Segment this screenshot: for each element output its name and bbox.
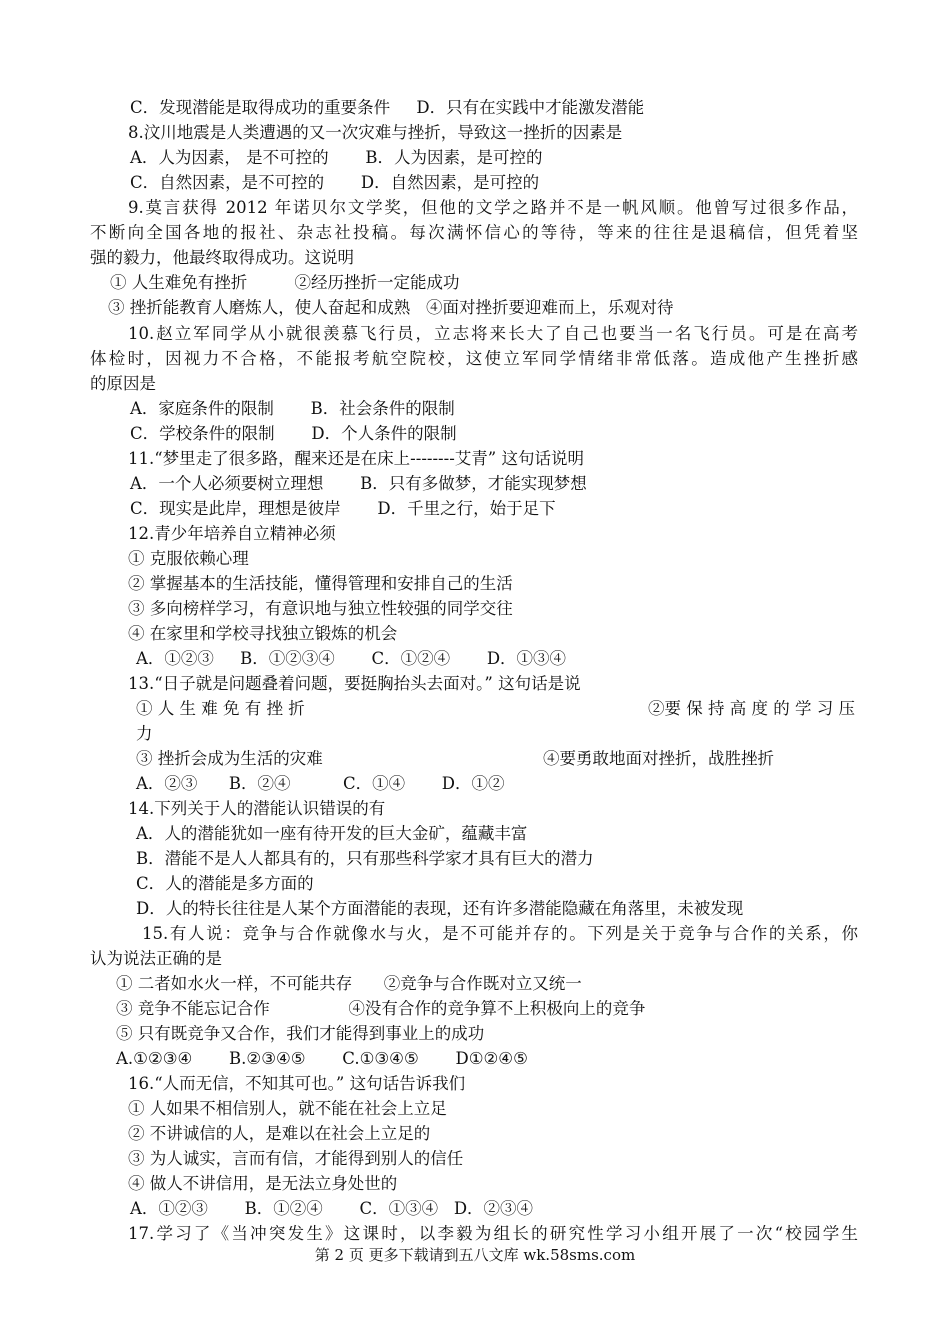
text-line: ②要 保 持 高 度 的 学 习 压 xyxy=(648,699,855,718)
page-footer: 第 2 页 更多下载请到五八文库 wk.58sms.com xyxy=(314,1246,636,1264)
text-line: 强的毅力，他最终取得成功。这说明 xyxy=(90,248,354,267)
question-17: 17.学习了《当冲突发生》这课时，以李毅为组长的研究性学习小组开展了一次“校园学生 xyxy=(128,1224,858,1243)
text-line: ② 不讲诚信的人，是难以在社会上立足的 xyxy=(128,1124,431,1143)
text-line: ① 二者如水火一样，不可能共存 ②竞争与合作既对立又统一 xyxy=(116,974,582,993)
text-line: A．一个人必须要树立理想 B．只有多做梦，才能实现梦想 xyxy=(130,474,587,493)
text-line: ④ 做人不讲信用，是无法立身处世的 xyxy=(128,1174,398,1193)
text-line: B．潜能不是人人都具有的，只有那些科学家才具有巨大的潜力 xyxy=(136,849,594,868)
text-line: ④要勇敢地面对挫折，战胜挫折 xyxy=(543,749,774,768)
question-12: 12.青少年培养自立精神必须 xyxy=(128,524,336,543)
question-9: 9.莫言获得 2012 年诺贝尔文学奖，但他的文学之路并不是一帆风顺。他曾写过很多作品， xyxy=(128,198,858,217)
question-16: 16.“人而无信，不知其可也。” 这句话告诉我们 xyxy=(128,1074,466,1093)
question-13: 13.“日子就是问题叠着问题，要挺胸抬头去面对。” 这句话是说 xyxy=(128,674,581,693)
question-10: 10.赵立军同学从小就很羡慕飞行员，立志将来长大了自己也要当一名飞行员。可是在高考 xyxy=(128,324,858,343)
question-15: 15.有人说：竞争与合作就像水与火，是不可能并存的。下列是关于竞争与合作的关系，你 xyxy=(142,924,858,943)
text-line: ② 掌握基本的生活技能，懂得管理和安排自己的生活 xyxy=(128,574,513,593)
text-line: C．现实是此岸，理想是彼岸 D．千里之行，始于足下 xyxy=(130,499,556,518)
text-line: ① 克服依赖心理 xyxy=(128,549,249,568)
text-line: A．②③ B．②④ C．①④ D．①② xyxy=(136,774,505,793)
text-line: C．人的潜能是多方面的 xyxy=(136,874,314,893)
text-line: ④ 在家里和学校寻找独立锻炼的机会 xyxy=(128,624,398,643)
text-line: 不断向全国各地的报社、杂志社投稿。每次满怀信心的等待，等来的往往是退稿信，但凭着坚 xyxy=(90,223,858,242)
text-line: ⑤ 只有既竞争又合作，我们才能得到事业上的成功 xyxy=(116,1024,485,1043)
text-line: ① 人生难免有挫折 ②经历挫折一定能成功 xyxy=(110,273,460,292)
text-line: 认为说法正确的是 xyxy=(90,949,222,968)
text-line: ③ 挫折会成为生活的灾难 xyxy=(136,749,323,768)
text-line: ③ 竞争不能忘记合作 ④没有合作的竞争算不上积极向上的竞争 xyxy=(116,999,646,1018)
text-line: A．①②③ B．①②③④ C．①②④ D．①③④ xyxy=(136,649,567,668)
question-11: 11.“梦里走了很多路，醒来还是在床上--------艾青” 这句话说明 xyxy=(128,449,584,468)
text-line: ③ 多向榜样学习，有意识地与独立性较强的同学交往 xyxy=(128,599,513,618)
text-line: ① 人如果不相信别人，就不能在社会上立足 xyxy=(128,1099,447,1118)
text-line: C．发现潜能是取得成功的重要条件 D．只有在实践中才能激发潜能 xyxy=(130,98,645,117)
text-line: A．家庭条件的限制 B．社会条件的限制 xyxy=(130,399,455,418)
text-line: ① 人 生 难 免 有 挫 折 xyxy=(136,699,305,718)
text-line: D．人的特长往往是人某个方面潜能的表现，还有许多潜能隐藏在角落里，未被发现 xyxy=(136,899,744,918)
text-line: A.①②③④ B.②③④⑤ C.①③④⑤ D①②④⑤ xyxy=(116,1049,528,1068)
text-line: A．人为因素， 是不可控的 B．人为因素，是可控的 xyxy=(130,148,543,167)
text-line: ③ 挫折能教育人磨炼人，使人奋起和成熟 ④面对挫折要迎难而上，乐观对待 xyxy=(108,298,674,317)
text-line: A．①②③ B．①②④ C．①③④ D．②③④ xyxy=(130,1199,534,1218)
text-line: 体检时，因视力不合格，不能报考航空院校，这使立军同学情绪非常低落。造成他产生挫折感 xyxy=(90,349,858,368)
text-line: 的原因是 xyxy=(90,374,156,393)
text-line: ③ 为人诚实，言而有信，才能得到别人的信任 xyxy=(128,1149,464,1168)
text-line: C．自然因素，是不可控的 D．自然因素，是可控的 xyxy=(130,173,540,192)
text-line: 力 xyxy=(136,724,153,743)
question-8: 8.汶川地震是人类遭遇的又一次灾难与挫折，导致这一挫折的因素是 xyxy=(128,123,623,142)
text-line: A．人的潜能犹如一座有待开发的巨大金矿，蕴藏丰富 xyxy=(136,824,528,843)
question-14: 14.下列关于人的潜能认识错误的有 xyxy=(128,799,386,818)
text-line: C．学校条件的限制 D．个人条件的限制 xyxy=(130,424,457,443)
